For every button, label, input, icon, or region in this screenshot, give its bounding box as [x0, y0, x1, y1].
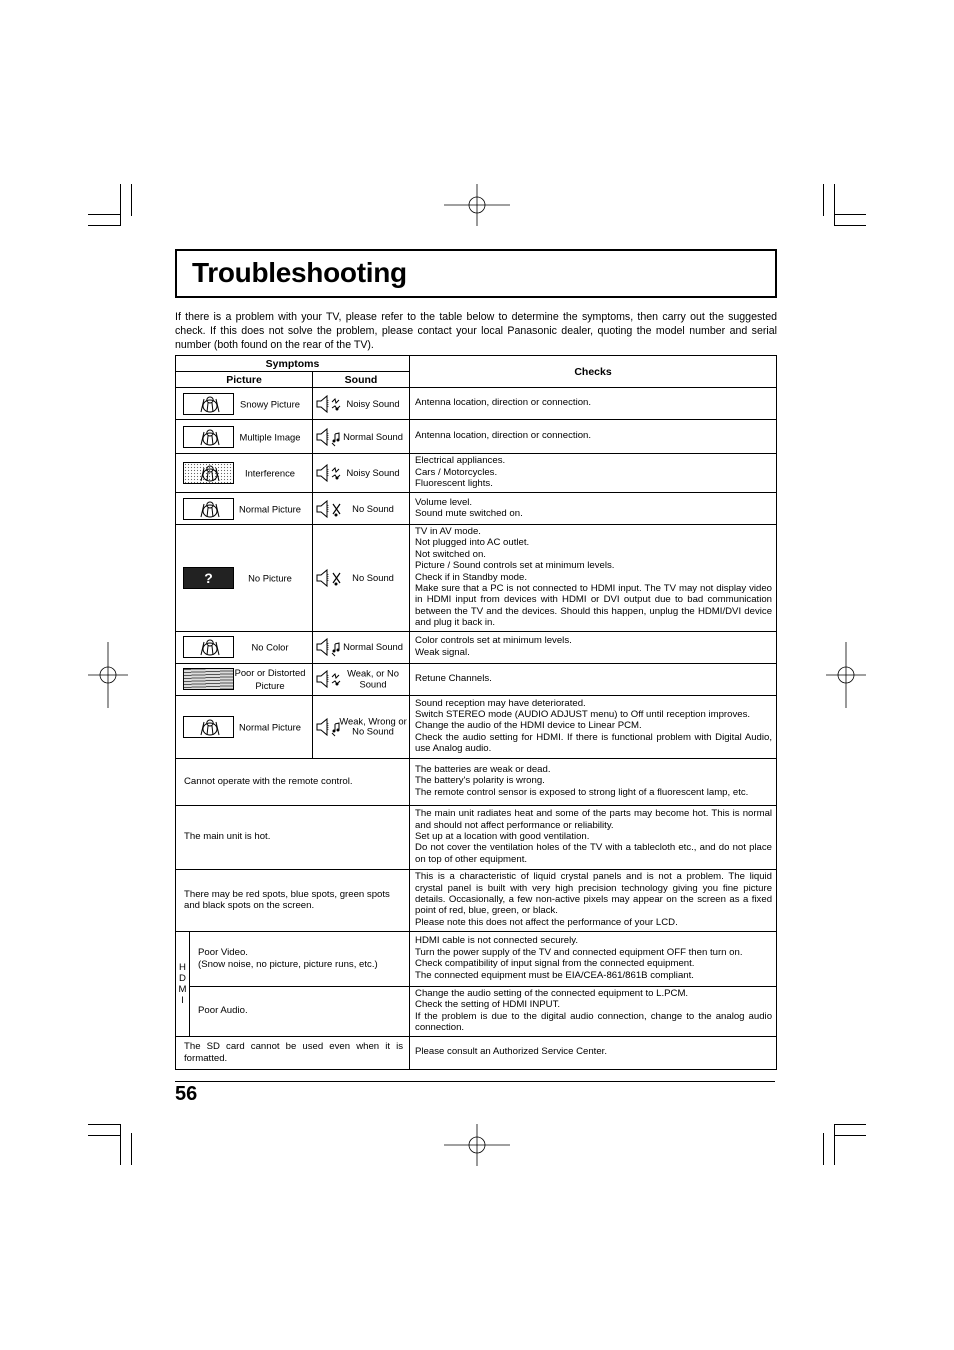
check-line: The connected equipment must be EIA/CEA-861/861B compliant. — [415, 969, 694, 981]
picture-cell — [176, 695, 313, 758]
no-color-icon — [183, 636, 234, 658]
check-line: Cars / Motorcycles. — [415, 466, 498, 478]
check-line: Antenna location, direction or connection. — [415, 397, 592, 409]
sound-cell — [313, 420, 410, 454]
symptom-row — [176, 420, 777, 454]
symptom-row — [176, 695, 777, 758]
sound-label: Weak, or No Sound — [347, 667, 399, 690]
check-line: Check the setting of HDMI INPUT. — [415, 999, 561, 1011]
picture-header: Picture — [176, 372, 313, 388]
crop-mark — [834, 1124, 866, 1125]
checks-cell — [410, 869, 777, 931]
hdmi-letter: D — [179, 972, 186, 984]
check-line: Retune Channels. — [415, 672, 492, 684]
picture-cell — [176, 631, 313, 663]
hdmi-symptom: Poor Video. — [198, 947, 248, 959]
crop-mark — [131, 1133, 132, 1165]
sound-header: Sound — [313, 372, 410, 388]
check-line: Picture / Sound controls set at minimum levels. — [415, 560, 615, 572]
registration-mark-right — [826, 642, 866, 708]
crop-mark — [834, 184, 835, 226]
check-line: Color controls set at minimum levels. — [415, 635, 572, 647]
checks-cell — [410, 388, 777, 420]
normal-picture-icon — [183, 716, 234, 738]
picture-label: Normal Picture — [239, 503, 301, 514]
sound-label: No Sound — [352, 502, 394, 514]
picture-label: Interference — [244, 467, 296, 479]
symptom-cell: The main unit is hot. — [176, 805, 410, 869]
check-line: Sound mute switched on. — [415, 508, 523, 519]
registration-mark-left — [88, 642, 128, 708]
hdmi-symptom: Poor Audio. — [198, 1005, 248, 1017]
registration-mark-top — [444, 184, 510, 226]
check-line: HDMI cable is not connected securely. — [415, 935, 579, 947]
check-line: Turn the power supply of the TV and connected equipment OFF then turn on. — [415, 946, 743, 958]
snowy-picture-icon — [183, 393, 234, 415]
check-line: Switch STEREO mode (AUDIO ADJUST menu) to Off until reception improves. — [415, 709, 751, 721]
check-line: The battery's polarity is wrong. — [415, 775, 545, 787]
sound-label: Normal Sound — [343, 640, 403, 652]
symptom-cell — [190, 931, 410, 986]
hdmi-symptom-detail: (Snow noise, no picture, picture runs, etc.) — [198, 958, 378, 970]
check-line: Do not cover the ventilation holes of the TV with a tablecloth etc., and do not place on top of other equipment. — [415, 842, 773, 865]
symptom-row — [176, 454, 777, 493]
sound-label: Normal Sound — [343, 430, 403, 442]
crop-mark — [88, 214, 120, 215]
hdmi-letter: I — [181, 994, 184, 1006]
checks-cell — [410, 663, 777, 695]
symptom-row — [176, 1036, 777, 1069]
sound-label: No Sound — [352, 571, 394, 583]
sound-cell — [313, 525, 410, 632]
question-mark: ? — [204, 569, 213, 586]
picture-label: Normal Picture — [239, 721, 301, 733]
symptoms-header: Symptoms — [176, 356, 410, 372]
picture-label: Multiple Image — [239, 431, 301, 442]
check-line: Not plugged into AC outlet. — [415, 537, 530, 549]
interference-icon — [183, 462, 234, 484]
check-line: Volume level. — [415, 496, 473, 508]
symptom-cell: There may be red spots, blue spots, green spots and black spots on the screen. — [176, 869, 410, 931]
checks-cell — [410, 986, 777, 1036]
distorted-picture-icon — [183, 668, 234, 690]
check-line: Weak signal. — [415, 646, 470, 658]
check-line: The remote control sensor is exposed to strong light of a fluorescent lamp, etc. — [415, 786, 749, 798]
check-line: Check the audio setting for HDMI. If there is functional problem with Digital Audio, use Analog audio. — [415, 731, 773, 755]
checks-cell — [410, 525, 777, 632]
no-picture-icon — [183, 567, 234, 589]
check-line: Set up at a location with good ventilation. — [415, 830, 590, 842]
hdmi-label — [176, 931, 190, 1036]
check-line: Fluorescent lights. — [415, 478, 493, 490]
crop-mark — [823, 184, 824, 216]
check-line: Change the audio of the HDMI device to Linear PCM. — [415, 720, 642, 732]
sound-label: Weak, Wrong or No Sound — [339, 715, 407, 737]
crop-mark — [834, 1135, 866, 1136]
symptom-row — [176, 663, 777, 695]
sound-cell — [313, 631, 410, 663]
intro-paragraph: If there is a problem with your TV, please refer to the table below to determine the symptoms, then carry out the suggested check. If this does not solve the problem, please contact your local Panasonic dealer, quoting the model number and serial number (both found on the rear of the TV). — [175, 311, 777, 351]
crop-mark — [88, 1124, 120, 1125]
picture-cell — [176, 663, 313, 695]
check-line: This is a characteristic of liquid crystal panels and is not a problem. The liquid crystal panel is built with very high precision technology giving you fine picture details. Occasionally, a few non-active pixels may appear on the screen as a fixed point of red, blue, green, or black. — [415, 871, 773, 917]
check-line: Not switched on. — [415, 548, 486, 560]
sound-cell — [313, 388, 410, 420]
checks-cell — [410, 631, 777, 663]
sound-cell — [313, 663, 410, 695]
checks-cell — [410, 758, 777, 805]
check-line: The batteries are weak or dead. — [415, 764, 551, 776]
troubleshooting-table — [175, 355, 777, 1070]
hdmi-letter: H — [179, 961, 186, 973]
checks-cell — [410, 420, 777, 454]
crop-mark — [120, 1124, 121, 1165]
checks-cell — [410, 695, 777, 758]
checks-cell — [410, 1036, 777, 1069]
crop-mark — [88, 225, 120, 226]
symptom-row — [176, 631, 777, 663]
crop-mark — [120, 184, 121, 226]
symptom-cell — [190, 986, 410, 1036]
crop-mark — [131, 184, 132, 216]
crop-mark — [834, 214, 866, 215]
registration-mark-bottom — [444, 1124, 510, 1166]
check-line: If the problem is due to the digital audio connection, change to the analog audio connection. — [415, 1010, 773, 1034]
symptom-row — [176, 388, 777, 420]
picture-cell — [176, 420, 313, 454]
picture-label: Poor or Distorted Picture — [234, 667, 306, 692]
checks-cell — [410, 805, 777, 869]
crop-mark — [834, 1124, 835, 1165]
sound-cell — [313, 695, 410, 758]
picture-cell — [176, 388, 313, 420]
hdmi-letter: M — [178, 983, 187, 995]
check-line: Change the audio setting of the connected equipment to L.PCM. — [415, 987, 689, 999]
symptom-cell: The SD card cannot be used even when it is formatted. — [176, 1036, 410, 1069]
symptom-row — [176, 758, 777, 805]
crop-mark — [834, 225, 866, 226]
sound-label: Noisy Sound — [346, 397, 400, 409]
hdmi-row — [176, 986, 777, 1036]
picture-label: No Color — [251, 641, 289, 653]
picture-cell — [176, 454, 313, 493]
symptom-cell: Cannot operate with the remote control. — [176, 758, 410, 805]
footer-rule — [175, 1081, 775, 1082]
check-line: Check if in Standby mode. — [415, 571, 528, 583]
picture-label: No Picture — [248, 572, 292, 584]
hdmi-row — [176, 931, 777, 986]
symptom-row — [176, 805, 777, 869]
checks-cell — [410, 454, 777, 493]
check-line: Please consult an Authorized Service Center. — [415, 1046, 608, 1058]
page-title: Troubleshooting — [192, 257, 407, 288]
picture-label: Snowy Picture — [240, 398, 300, 409]
normal-picture-icon — [183, 498, 234, 520]
check-line: Please note this does not affect the performance of your LCD. — [415, 916, 678, 928]
title-box — [175, 249, 777, 298]
sound-cell — [313, 454, 410, 493]
picture-cell — [176, 493, 313, 525]
check-line: Sound reception may have deteriorated. — [415, 697, 586, 709]
page-number: 56 — [175, 1083, 198, 1105]
crop-mark — [823, 1133, 824, 1165]
sound-label: Noisy Sound — [346, 466, 400, 478]
multiple-image-icon — [183, 426, 234, 448]
checks-cell — [410, 493, 777, 525]
symptom-row — [176, 525, 777, 632]
symptom-row — [176, 869, 777, 931]
check-line: Make sure that a PC is not connected to HDMI input. The TV may not display video in HDMI input from devices with HDMI or DVI output due to bad communication between the TV and the devices. Should this happen, unplug the HDMI/DVI device and plug it back in. — [415, 583, 773, 629]
symptom-row — [176, 493, 777, 525]
check-line: Antenna location, direction or connection. — [415, 430, 592, 442]
check-line: Check compatibility of input signal from the connected equipment. — [415, 958, 695, 970]
checks-cell — [410, 931, 777, 986]
picture-cell — [176, 525, 313, 632]
checks-header: Checks — [410, 356, 777, 388]
check-line: Electrical appliances. — [415, 455, 506, 467]
check-line: TV in AV mode. — [415, 526, 481, 537]
crop-mark — [88, 1135, 120, 1136]
sound-cell — [313, 493, 410, 525]
check-line: The main unit radiates heat and some of the parts may become hot. This is normal and should not affect performance or reliability. — [415, 808, 773, 831]
